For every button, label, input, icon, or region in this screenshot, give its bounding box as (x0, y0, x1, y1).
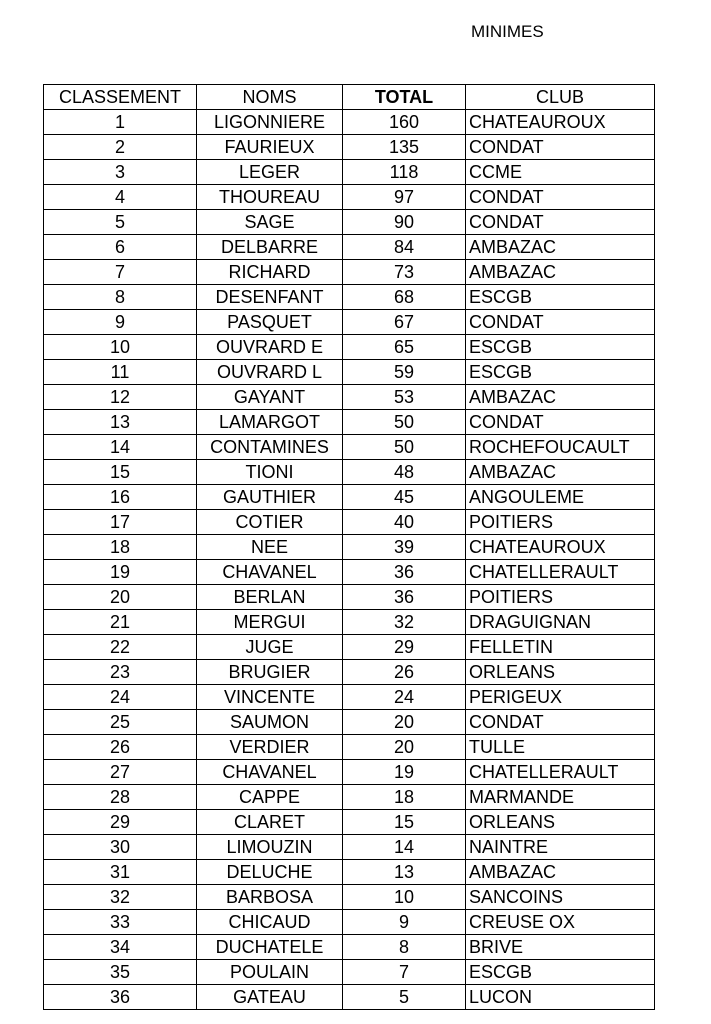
table-row (44, 260, 655, 285)
name-cell: JUGE (197, 635, 343, 660)
name-cell: VERDIER (197, 735, 343, 760)
rank-cell: 26 (44, 735, 197, 760)
rank-cell: 8 (44, 285, 197, 310)
rank-cell: 33 (44, 910, 197, 935)
table-row (44, 835, 655, 860)
name-cell: DUCHATELE (197, 935, 343, 960)
total-cell: 118 (343, 160, 466, 185)
rank-cell: 20 (44, 585, 197, 610)
club-cell: PERIGEUX (466, 685, 655, 710)
total-cell: 90 (343, 210, 466, 235)
table-row (44, 135, 655, 160)
table-row (44, 535, 655, 560)
total-cell: 20 (343, 735, 466, 760)
table-row (44, 635, 655, 660)
club-cell: CONDAT (466, 410, 655, 435)
name-cell: CLARET (197, 810, 343, 835)
table-row (44, 460, 655, 485)
club-cell: ANGOULEME (466, 485, 655, 510)
rank-cell: 10 (44, 335, 197, 360)
total-cell: 10 (343, 885, 466, 910)
name-cell: LAMARGOT (197, 410, 343, 435)
name-cell: DESENFANT (197, 285, 343, 310)
table-row (44, 335, 655, 360)
table-row (44, 810, 655, 835)
club-cell: TULLE (466, 735, 655, 760)
total-cell: 26 (343, 660, 466, 685)
total-cell: 5 (343, 985, 466, 1010)
name-cell: LIGONNIERE (197, 110, 343, 135)
table-row (44, 285, 655, 310)
table-row (44, 560, 655, 585)
header-name: NOMS (197, 85, 343, 110)
rank-cell: 19 (44, 560, 197, 585)
name-cell: TIONI (197, 460, 343, 485)
rank-cell: 15 (44, 460, 197, 485)
club-cell: CCME (466, 160, 655, 185)
club-cell: ESCGB (466, 335, 655, 360)
club-cell: SANCOINS (466, 885, 655, 910)
header-club: CLUB (466, 85, 655, 110)
club-cell: CHATEAUROUX (466, 110, 655, 135)
rank-cell: 6 (44, 235, 197, 260)
table-body (44, 110, 655, 1010)
total-cell: 39 (343, 535, 466, 560)
total-cell: 9 (343, 910, 466, 935)
club-cell: ROCHEFOUCAULT (466, 435, 655, 460)
table-row (44, 710, 655, 735)
rank-cell: 24 (44, 685, 197, 710)
name-cell: PASQUET (197, 310, 343, 335)
table-row (44, 435, 655, 460)
name-cell: FAURIEUX (197, 135, 343, 160)
table-row (44, 910, 655, 935)
rank-cell: 11 (44, 360, 197, 385)
name-cell: THOUREAU (197, 185, 343, 210)
total-cell: 53 (343, 385, 466, 410)
rank-cell: 34 (44, 935, 197, 960)
total-cell: 36 (343, 560, 466, 585)
header-rank: CLASSEMENT (44, 85, 197, 110)
name-cell: OUVRARD L (197, 360, 343, 385)
table-row (44, 235, 655, 260)
name-cell: BERLAN (197, 585, 343, 610)
name-cell: LIMOUZIN (197, 835, 343, 860)
name-cell: GATEAU (197, 985, 343, 1010)
total-cell: 36 (343, 585, 466, 610)
table-row (44, 385, 655, 410)
name-cell: NEE (197, 535, 343, 560)
rank-cell: 1 (44, 110, 197, 135)
club-cell: ESCGB (466, 360, 655, 385)
rank-cell: 29 (44, 810, 197, 835)
name-cell: GAUTHIER (197, 485, 343, 510)
club-cell: CONDAT (466, 135, 655, 160)
total-cell: 13 (343, 860, 466, 885)
rank-cell: 27 (44, 760, 197, 785)
total-cell: 20 (343, 710, 466, 735)
rank-cell: 12 (44, 385, 197, 410)
club-cell: LUCON (466, 985, 655, 1010)
rank-cell: 16 (44, 485, 197, 510)
rank-cell: 5 (44, 210, 197, 235)
rank-cell: 28 (44, 785, 197, 810)
table-row (44, 935, 655, 960)
club-cell: AMBAZAC (466, 860, 655, 885)
total-cell: 8 (343, 935, 466, 960)
rank-cell: 22 (44, 635, 197, 660)
name-cell: SAGE (197, 210, 343, 235)
page-title: MINIMES (471, 22, 544, 41)
name-cell: CONTAMINES (197, 435, 343, 460)
name-cell: CHAVANEL (197, 760, 343, 785)
table-row (44, 210, 655, 235)
rank-cell: 32 (44, 885, 197, 910)
total-cell: 48 (343, 460, 466, 485)
total-cell: 84 (343, 235, 466, 260)
name-cell: COTIER (197, 510, 343, 535)
table-row (44, 485, 655, 510)
name-cell: CHICAUD (197, 910, 343, 935)
table-row (44, 660, 655, 685)
table-row (44, 110, 655, 135)
total-cell: 45 (343, 485, 466, 510)
club-cell: CHATELLERAULT (466, 760, 655, 785)
table-row (44, 860, 655, 885)
rank-cell: 31 (44, 860, 197, 885)
rank-cell: 30 (44, 835, 197, 860)
total-cell: 135 (343, 135, 466, 160)
name-cell: MERGUI (197, 610, 343, 635)
club-cell: MARMANDE (466, 785, 655, 810)
club-cell: CONDAT (466, 210, 655, 235)
rank-cell: 35 (44, 960, 197, 985)
total-cell: 19 (343, 760, 466, 785)
table-row (44, 985, 655, 1010)
rank-cell: 4 (44, 185, 197, 210)
table-row (44, 685, 655, 710)
table-row (44, 185, 655, 210)
club-cell: ESCGB (466, 285, 655, 310)
rank-cell: 23 (44, 660, 197, 685)
total-cell: 67 (343, 310, 466, 335)
total-cell: 68 (343, 285, 466, 310)
total-cell: 24 (343, 685, 466, 710)
name-cell: LEGER (197, 160, 343, 185)
name-cell: SAUMON (197, 710, 343, 735)
rank-cell: 13 (44, 410, 197, 435)
total-cell: 14 (343, 835, 466, 860)
total-cell: 50 (343, 435, 466, 460)
name-cell: VINCENTE (197, 685, 343, 710)
rank-cell: 17 (44, 510, 197, 535)
total-cell: 15 (343, 810, 466, 835)
table-row (44, 785, 655, 810)
table-row (44, 510, 655, 535)
club-cell: POITIERS (466, 510, 655, 535)
total-cell: 7 (343, 960, 466, 985)
total-cell: 18 (343, 785, 466, 810)
rank-cell: 36 (44, 985, 197, 1010)
club-cell: FELLETIN (466, 635, 655, 660)
rank-cell: 18 (44, 535, 197, 560)
club-cell: DRAGUIGNAN (466, 610, 655, 635)
table-row (44, 610, 655, 635)
club-cell: AMBAZAC (466, 385, 655, 410)
table-row (44, 410, 655, 435)
club-cell: CHATEAUROUX (466, 535, 655, 560)
total-cell: 50 (343, 410, 466, 435)
club-cell: CONDAT (466, 185, 655, 210)
club-cell: NAINTRE (466, 835, 655, 860)
total-cell: 40 (343, 510, 466, 535)
rank-cell: 9 (44, 310, 197, 335)
club-cell: AMBAZAC (466, 460, 655, 485)
total-cell: 59 (343, 360, 466, 385)
club-cell: CHATELLERAULT (466, 560, 655, 585)
club-cell: AMBAZAC (466, 260, 655, 285)
ranking-table (43, 84, 655, 1010)
club-cell: POITIERS (466, 585, 655, 610)
name-cell: OUVRARD E (197, 335, 343, 360)
rank-cell: 14 (44, 435, 197, 460)
club-cell: ESCGB (466, 960, 655, 985)
table-row (44, 885, 655, 910)
name-cell: POULAIN (197, 960, 343, 985)
table-row (44, 760, 655, 785)
total-cell: 29 (343, 635, 466, 660)
table-row (44, 360, 655, 385)
club-cell: CREUSE OX (466, 910, 655, 935)
table-row (44, 160, 655, 185)
table-row (44, 960, 655, 985)
club-cell: ORLEANS (466, 810, 655, 835)
table-row (44, 735, 655, 760)
name-cell: DELUCHE (197, 860, 343, 885)
table-row (44, 310, 655, 335)
rank-cell: 2 (44, 135, 197, 160)
table-header-row (44, 85, 655, 110)
total-cell: 97 (343, 185, 466, 210)
rank-cell: 3 (44, 160, 197, 185)
name-cell: CHAVANEL (197, 560, 343, 585)
name-cell: DELBARRE (197, 235, 343, 260)
header-total: TOTAL (343, 85, 466, 110)
name-cell: CAPPE (197, 785, 343, 810)
club-cell: ORLEANS (466, 660, 655, 685)
total-cell: 160 (343, 110, 466, 135)
club-cell: CONDAT (466, 310, 655, 335)
name-cell: BRUGIER (197, 660, 343, 685)
name-cell: GAYANT (197, 385, 343, 410)
rank-cell: 7 (44, 260, 197, 285)
rank-cell: 21 (44, 610, 197, 635)
club-cell: CONDAT (466, 710, 655, 735)
total-cell: 32 (343, 610, 466, 635)
rank-cell: 25 (44, 710, 197, 735)
table-row (44, 585, 655, 610)
name-cell: RICHARD (197, 260, 343, 285)
total-cell: 73 (343, 260, 466, 285)
name-cell: BARBOSA (197, 885, 343, 910)
total-cell: 65 (343, 335, 466, 360)
club-cell: BRIVE (466, 935, 655, 960)
club-cell: AMBAZAC (466, 235, 655, 260)
